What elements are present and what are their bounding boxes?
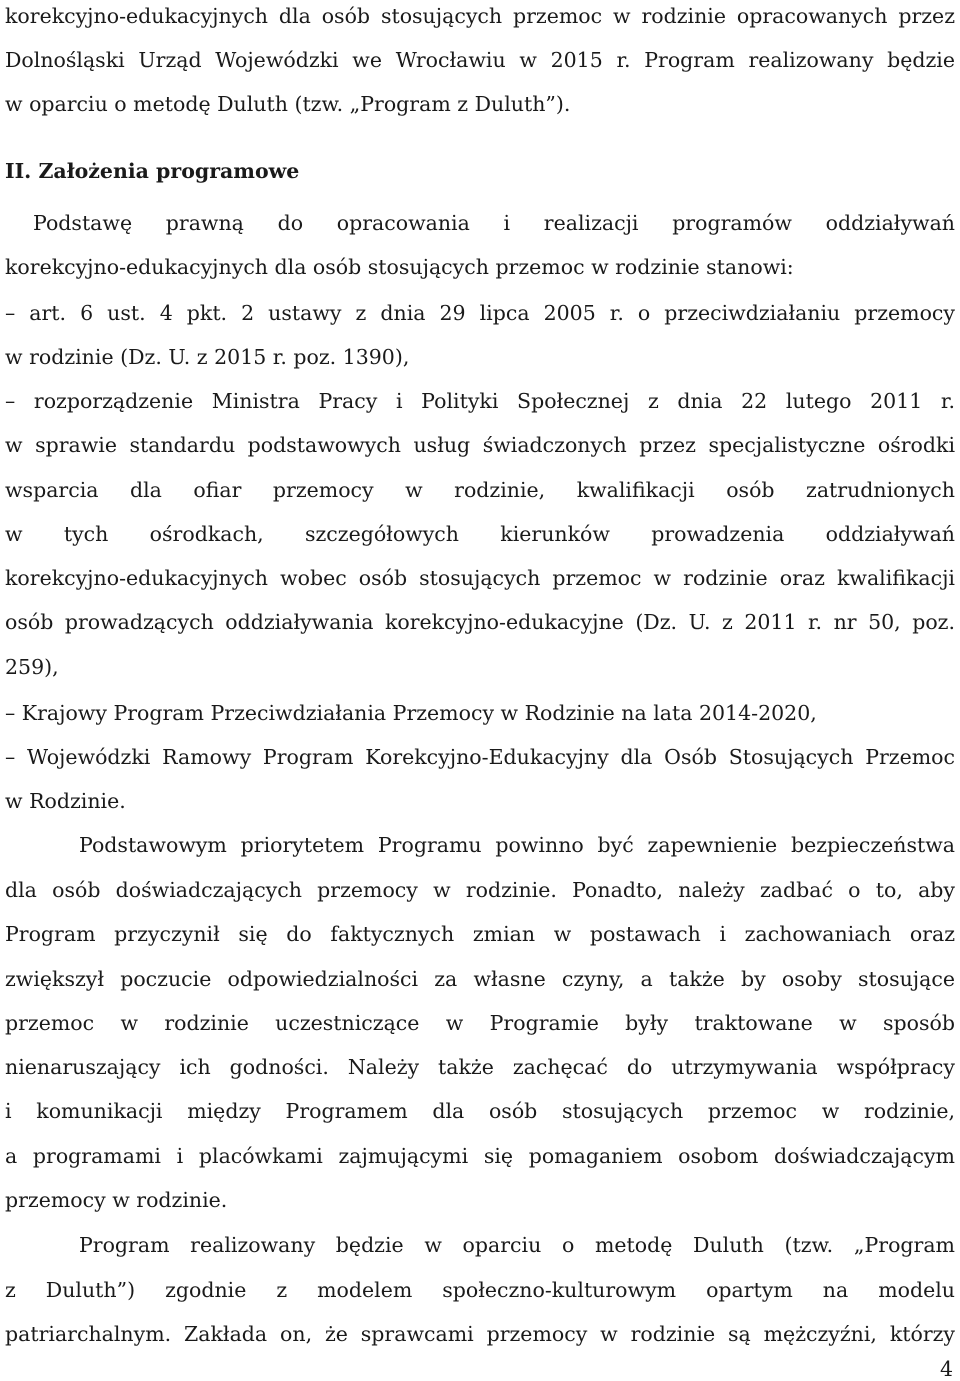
text-line: Program przyczynił się do faktycznych zmian w postawach i zachowaniach oraz bbox=[5, 922, 955, 946]
list-item: – art. 6 ust. 4 pkt. 2 ustawy z dnia 29 lipca 2005 r. o przeciwdziałaniu przemocy bbox=[5, 301, 955, 325]
text-line: 259), bbox=[5, 655, 59, 679]
page-number: 4 bbox=[939, 1357, 953, 1381]
text-line: korekcyjno-edukacyjnych wobec osób stosujących przemoc w rodzinie oraz kwalifikacji bbox=[5, 566, 955, 590]
text-line: Podstawę prawną do opracowania i realizacji programów oddziaływań bbox=[33, 211, 955, 235]
paragraph-first-line: Program realizowany będzie w oparciu o metodę Duluth (tzw. „Program bbox=[79, 1233, 955, 1257]
text-line: w sprawie standardu podstawowych usług świadczonych przez specjalistyczne ośrodki bbox=[5, 433, 955, 457]
text-line: przemocy w rodzinie. bbox=[5, 1188, 228, 1212]
list-item: – rozporządzenie Ministra Pracy i Polityki Społecznej z dnia 22 lutego 2011 r. bbox=[5, 389, 955, 413]
text-line: z Duluth”) zgodnie z modelem społeczno-kulturowym opartym na modelu bbox=[5, 1278, 955, 1302]
text-line: dla osób doświadczających przemocy w rodzinie. Ponadto, należy zadbać o to, aby bbox=[5, 878, 955, 902]
text-line: korekcyjno-edukacyjnych dla osób stosujących przemoc w rodzinie opracowanych przez bbox=[5, 4, 955, 28]
text-line: w Rodzinie. bbox=[5, 789, 126, 813]
text-line: osób prowadzących oddziaływania korekcyjno-edukacyjne (Dz. U. z 2011 r. nr 50, poz. bbox=[5, 610, 955, 634]
text-line: wsparcia dla ofiar przemocy w rodzinie, kwalifikacji osób zatrudnionych bbox=[5, 478, 955, 502]
list-item: – Krajowy Program Przeciwdziałania Przemocy w Rodzinie na lata 2014-2020, bbox=[5, 701, 817, 725]
text-line: w tych ośrodkach, szczegółowych kierunków prowadzenia oddziaływań bbox=[5, 522, 955, 546]
list-item: – Wojewódzki Ramowy Program Korekcyjno-Edukacyjny dla Osób Stosujących Przemoc bbox=[5, 745, 955, 769]
text-line: przemoc w rodzinie uczestniczące w Programie były traktowane w sposób bbox=[5, 1011, 955, 1035]
text-line: Dolnośląski Urząd Wojewódzki we Wrocławiu w 2015 r. Program realizowany będzie bbox=[5, 48, 955, 72]
text-line: w oparciu o metodę Duluth (tzw. „Program z Duluth”). bbox=[5, 92, 571, 116]
paragraph-first-line: Podstawowym priorytetem Programu powinno być zapewnienie bezpieczeństwa bbox=[79, 833, 955, 857]
text-line: a programami i placówkami zajmującymi się pomaganiem osobom doświadczającym bbox=[5, 1144, 955, 1168]
text-line: korekcyjno-edukacyjnych dla osób stosujących przemoc w rodzinie stanowi: bbox=[5, 255, 794, 279]
text-line: zwiększył poczucie odpowiedzialności za własne czyny, a także by osoby stosujące bbox=[5, 967, 955, 991]
section-heading: II. Założenia programowe bbox=[5, 159, 300, 183]
text-line: w rodzinie (Dz. U. z 2015 r. poz. 1390), bbox=[5, 345, 410, 369]
text-line: nienaruszający ich godności. Należy także zachęcać do utrzymywania współpracy bbox=[5, 1055, 955, 1079]
text-line: i komunikacji między Programem dla osób stosujących przemoc w rodzinie, bbox=[5, 1099, 955, 1123]
text-line: patriarchalnym. Zakłada on, że sprawcami przemocy w rodzinie są mężczyźni, którzy bbox=[5, 1322, 955, 1346]
